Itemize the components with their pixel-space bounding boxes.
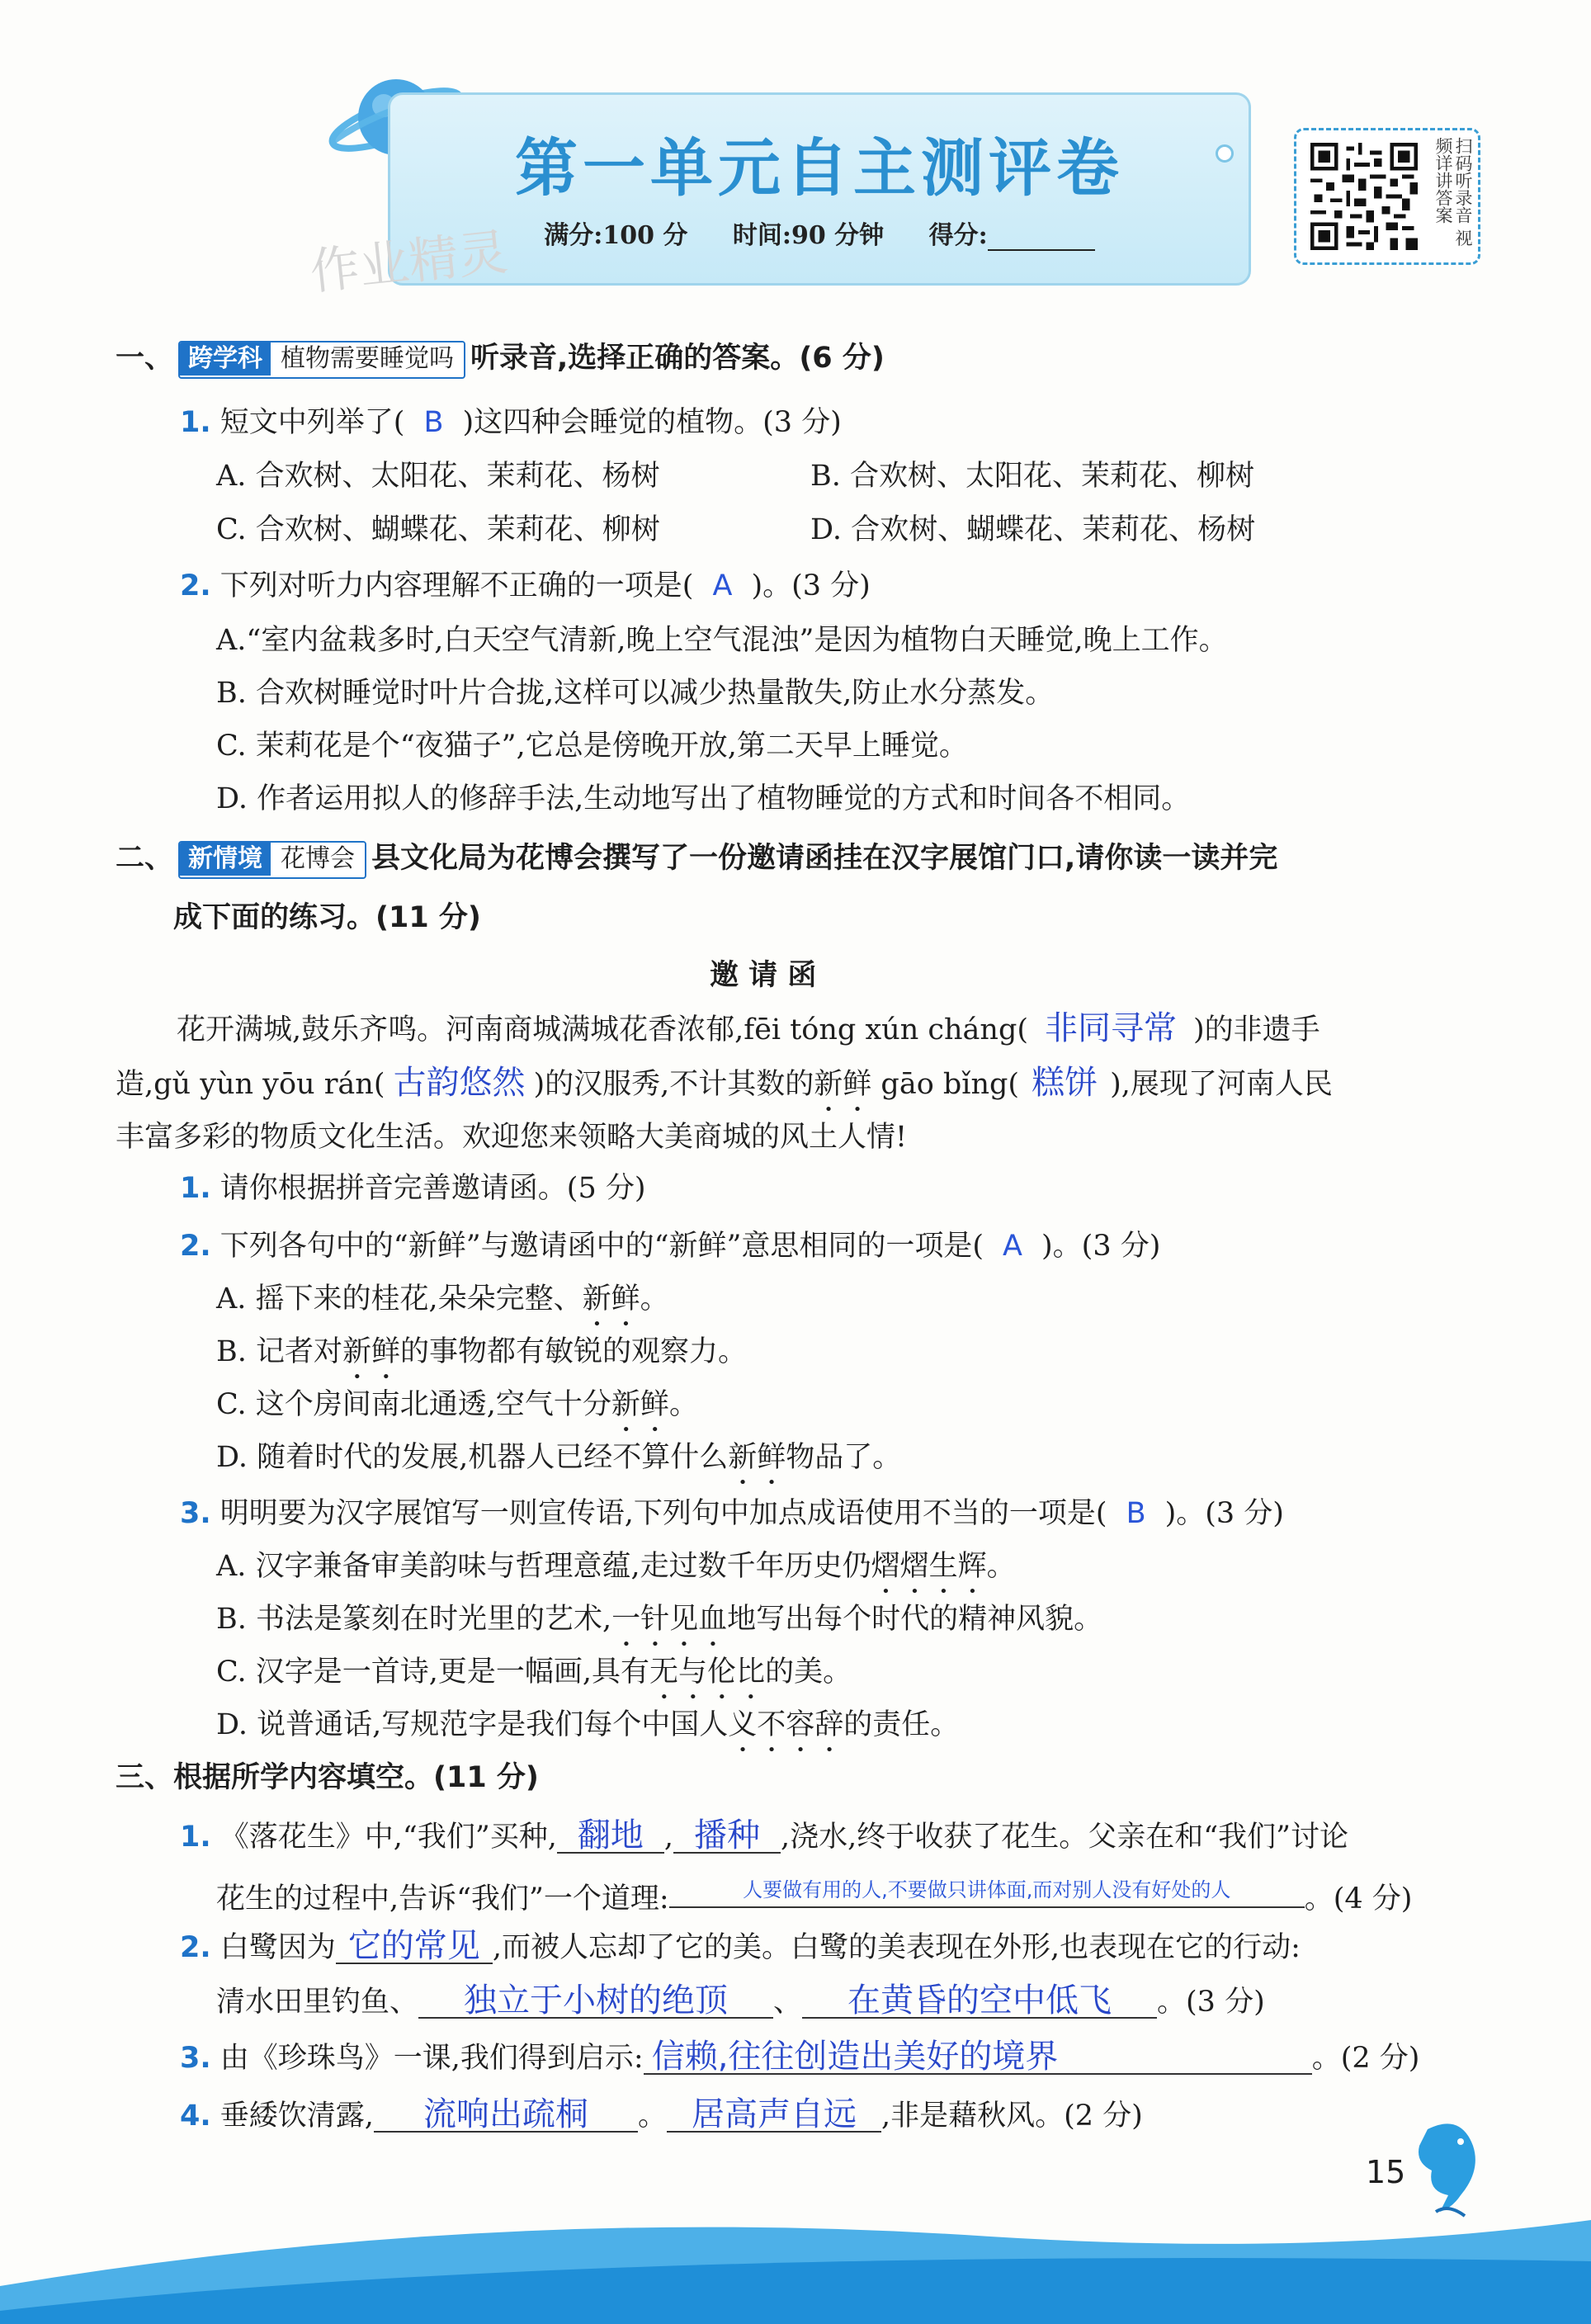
option-a: A.“室内盆栽多时,白天空气清新,晚上空气混浊”是因为植物白天睡觉,晚上工作。 [216, 624, 1228, 657]
question-2-3 [180, 1495, 1284, 1532]
question-3-4 [180, 2095, 1143, 2134]
pinyin-answer-2[interactable]: 古韵悠然 [393, 1064, 526, 1102]
answer-choice[interactable]: A [1003, 1230, 1022, 1263]
section-prompt: 县文化局为花博会撰写了一份邀请函挂在汉字展馆门口,请你读一读并完 [371, 842, 1278, 875]
question-1-2 [180, 568, 871, 604]
letter-text: gāo bǐng( [871, 1068, 1020, 1101]
dotted-word: 新鲜 [582, 1282, 640, 1316]
option-text: 。 [668, 1388, 698, 1421]
fill-blank-2[interactable]: 播种 [673, 1819, 781, 1854]
option-c: C. 合欢树、蝴蝶花、茉莉花、柳树 [216, 513, 660, 546]
section-2-heading [116, 840, 1277, 879]
section-tag [178, 841, 366, 879]
option-c [216, 1654, 852, 1706]
watermark: 作业精灵 [307, 223, 511, 302]
letter-text: 造,gǔ yùn yōu rán( [116, 1068, 385, 1101]
exam-meta [390, 215, 1249, 251]
option-d [216, 1439, 901, 1491]
dotted-word: 新鲜 [611, 1388, 669, 1421]
question-text: 请你根据拼音完善邀请函。(5 分) [220, 1172, 646, 1205]
option-text: 的事物都有敏锐的观察力。 [400, 1335, 748, 1368]
question-text: 下列对听力内容理解不正确的一项是( [220, 569, 694, 602]
question-text: 短文中列举了( [220, 406, 405, 439]
answer-choice[interactable]: A [712, 569, 733, 602]
section-prompt-cont: 成下面的练习。(11 分) [173, 901, 481, 934]
pinyin-answer-1[interactable]: 非同寻常 [1045, 1009, 1178, 1047]
option-b: B. 合欢树、太阳花、茉莉花、柳树 [810, 460, 1254, 493]
question-number: 1. [180, 1172, 211, 1205]
question-number: 1. [180, 406, 211, 439]
title-banner [388, 92, 1251, 286]
dotted-word: 新鲜 [342, 1335, 400, 1368]
question-3-2-cont [216, 1984, 1265, 2020]
fill-blank[interactable]: 信赖,往往创造出美好的境界 [644, 2040, 1312, 2075]
score-field [929, 221, 1095, 250]
qr-caption: 扫码听录音 视频详讲答案 [1433, 137, 1473, 247]
option-text: 的美。 [765, 1656, 852, 1689]
fill-blank-1[interactable]: 它的常见 [336, 1930, 493, 1964]
option-text: B. 书法是篆刻在时光里的艺术, [216, 1603, 612, 1636]
question-text: 白鹭因为 [220, 1931, 336, 1964]
option-text: B. 记者对 [216, 1335, 342, 1368]
footer-wave [0, 2187, 1591, 2324]
letter-text: 花开满城,鼓乐齐鸣。河南商城满城花香浓郁,fēi tóng xún cháng( [177, 1013, 1029, 1046]
answer-choice[interactable]: B [423, 406, 444, 439]
question-text: 。(4 分) [1304, 1882, 1413, 1915]
score-label: 得分: [928, 221, 988, 250]
section-prompt: 听录音,选择正确的答案。(6 分) [470, 342, 885, 375]
dotted-word: 新鲜 [728, 1441, 786, 1474]
letter-line-2 [116, 1065, 1333, 1118]
option-a [216, 1281, 669, 1333]
question-number: 2. [180, 569, 211, 602]
option-text: D. 说普通话,写规范字是我们每个中国人 [216, 1708, 729, 1741]
fill-blank-3[interactable]: 在黄昏的空中低飞 [802, 1984, 1157, 2019]
option-text: 物品了。 [786, 1441, 902, 1474]
letter-title: 邀 请 函 [710, 959, 817, 992]
option-a: A. 合欢树、太阳花、茉莉花、杨树 [216, 460, 660, 493]
question-text: 。(3 分) [1157, 1986, 1265, 2019]
score-blank [988, 226, 1095, 251]
qr-code-box[interactable] [1294, 128, 1480, 265]
question-text: ,非是藉秋风。(2 分) [880, 2100, 1143, 2133]
tag-primary: 新情境 [180, 843, 271, 876]
question-text: 《落花生》中,“我们”买种, [220, 1821, 557, 1854]
option-text: A. 汉字兼备审美韵味与哲理意蕴,走过数千年历史仍 [216, 1550, 871, 1583]
option-text: D. 随着时代的发展,机器人已经不算什么 [216, 1441, 729, 1474]
question-text: 、 [773, 1986, 803, 2019]
question-text: )。(3 分) [1164, 1497, 1284, 1530]
question-text: )这四种会睡觉的植物。(3 分) [462, 406, 842, 439]
letter-text: ),展现了河南人民 [1110, 1068, 1333, 1101]
fill-blank-2[interactable]: 独立于小树的绝顶 [418, 1984, 773, 2019]
dotted-word: 无与伦比 [649, 1656, 766, 1689]
question-number: 2. [180, 1931, 211, 1964]
option-text: 。 [640, 1282, 669, 1316]
section-1-heading [116, 340, 885, 379]
question-3-3 [180, 2040, 1419, 2076]
letter-line-3: 丰富多彩的物质文化生活。欢迎您来领略大美商城的风土人情! [116, 1121, 908, 1154]
question-text: 。 [637, 2100, 667, 2133]
option-text: 。 [986, 1550, 1016, 1583]
question-text: 清水田里钓鱼、 [216, 1986, 419, 2019]
question-number: 3. [180, 1497, 211, 1530]
question-text: 花生的过程中,告诉“我们”一个道理: [216, 1882, 669, 1915]
question-number: 4. [180, 2100, 211, 2133]
question-text: 明明要为汉字展馆写一则宣传语,下列句中加点成语使用不当的一项是( [220, 1497, 1107, 1530]
fill-blank-3[interactable]: 人要做有用的人,不要做只讲体面,而对别人没有好处的人 [669, 1873, 1305, 1908]
letter-line-1 [177, 1010, 1320, 1048]
section-number: 一、 [116, 342, 174, 375]
tag-secondary: 花博会 [271, 843, 365, 876]
question-text: 垂緌饮清露, [220, 2100, 374, 2133]
option-text: A. 摇下来的桂花,朵朵完整、 [216, 1282, 583, 1316]
letter-text: )的汉服秀,不计其数的 [533, 1068, 814, 1101]
option-c: C. 茉莉花是个“夜猫子”,它总是傍晚开放,第二天早上睡觉。 [216, 730, 968, 763]
question-number: 1. [180, 1821, 211, 1854]
pinyin-answer-3[interactable]: 糕饼 [1032, 1064, 1098, 1102]
question-3-1 [180, 1816, 1349, 1855]
question-text: 由《珍珠鸟》一课,我们得到启示: [220, 2042, 644, 2075]
full-score: 满分:100 分 [544, 221, 688, 250]
option-text: C. 汉字是一首诗,更是一幅画,具有 [216, 1656, 650, 1689]
option-b [216, 1334, 747, 1386]
fill-blank-1[interactable]: 流响出疏桐 [374, 2098, 638, 2133]
fill-blank-1[interactable]: 翻地 [557, 1819, 664, 1854]
letter-text: )的非遗手 [1193, 1013, 1320, 1046]
question-number: 2. [180, 1230, 211, 1263]
question-text: )。(3 分) [751, 569, 871, 602]
question-text: 下列各句中的“新鲜”与邀请函中的“新鲜”意思相同的一项是( [220, 1230, 984, 1263]
option-b [216, 1601, 1102, 1653]
qr-code-icon[interactable] [1306, 139, 1422, 254]
option-a [216, 1548, 1016, 1600]
option-text: 地写出每个时代的精神风貌。 [727, 1603, 1103, 1636]
question-2-2 [180, 1228, 1160, 1264]
section-tag [178, 341, 465, 379]
question-text: 。(2 分) [1311, 2042, 1420, 2075]
option-d: D. 合欢树、蝴蝶花、茉莉花、杨树 [810, 513, 1256, 546]
option-text: 的责任。 [843, 1708, 960, 1741]
tag-secondary: 植物需要睡觉吗 [271, 342, 464, 376]
option-d [216, 1707, 959, 1759]
option-d: D. 作者运用拟人的修辞手法,生动地写出了植物睡觉的方式和时间各不相同。 [216, 782, 1191, 815]
section-3-heading [116, 1760, 539, 1796]
page-number: 15 [1366, 2154, 1406, 2190]
question-3-2 [180, 1927, 1301, 1966]
dotted-word: 一针见血 [611, 1603, 728, 1636]
fill-blank-2[interactable]: 居高声自远 [667, 2098, 881, 2133]
question-3-1-cont [216, 1873, 1412, 1917]
answer-choice[interactable]: B [1126, 1497, 1146, 1530]
exam-time: 时间:90 分钟 [732, 221, 885, 250]
question-1-1 [180, 404, 842, 441]
question-number: 3. [180, 2042, 211, 2075]
question-text: )。(3 分) [1041, 1230, 1161, 1263]
question-text: ,而被人忘却了它的美。白鹭的美表现在外形,也表现在它的行动: [492, 1931, 1301, 1964]
option-c [216, 1386, 698, 1438]
question-text: ,浇水,终于收获了花生。父亲在和“我们”讨论 [780, 1821, 1349, 1854]
dotted-word: 义不容辞 [728, 1708, 844, 1741]
dotted-word: 新鲜 [814, 1068, 872, 1101]
section-prompt: 根据所学内容填空。(11 分) [173, 1761, 539, 1794]
page-title: 第一单元自主测评卷 [515, 131, 1124, 205]
dolphin-icon [1403, 2113, 1494, 2220]
section-number: 二、 [116, 842, 174, 875]
section-number: 三、 [116, 1761, 174, 1794]
dotted-word: 熠熠生辉 [871, 1550, 987, 1583]
option-text: C. 这个房间南北通透,空气十分 [216, 1388, 611, 1421]
question-2-1 [180, 1170, 646, 1207]
question-text: , [663, 1821, 673, 1854]
option-b: B. 合欢树睡觉时叶片合拢,这样可以减少热量散失,防止水分蒸发。 [216, 677, 1055, 710]
tag-primary: 跨学科 [180, 342, 271, 376]
